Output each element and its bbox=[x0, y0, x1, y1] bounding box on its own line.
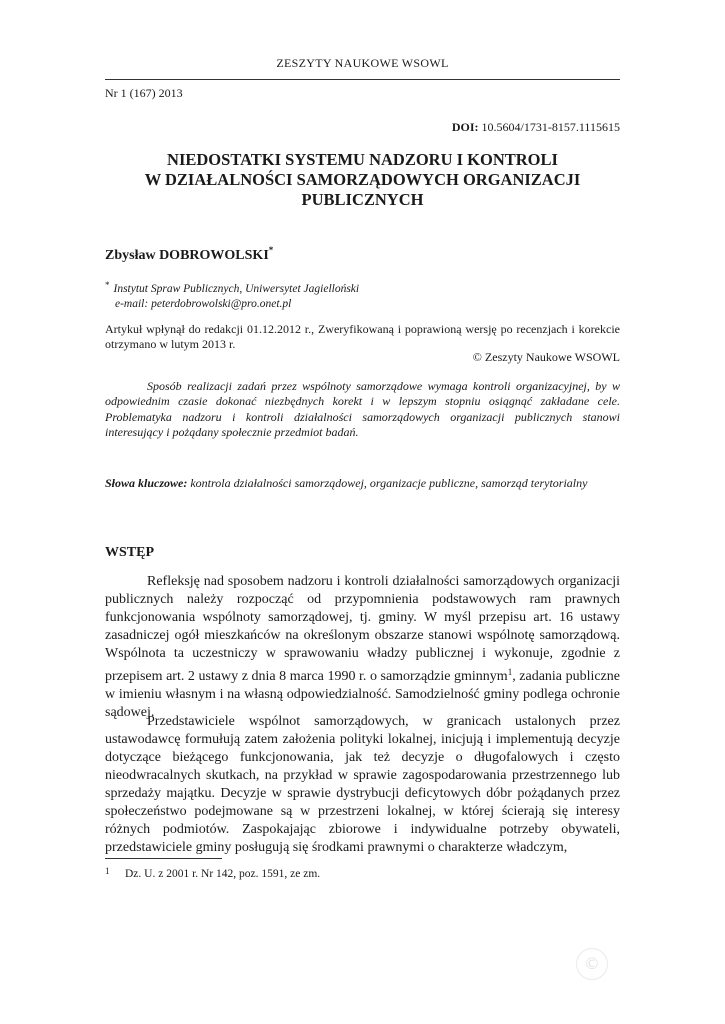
footnote bbox=[105, 866, 320, 880]
keywords-label: Słowa kluczowe: bbox=[105, 476, 188, 490]
article-title bbox=[105, 150, 620, 210]
title-line: W DZIAŁALNOŚCI SAMORZĄDOWYCH ORGANIZACJI bbox=[144, 170, 581, 189]
paragraph-text: , zadania publiczne w imieniu własnym i na własną odpowiedzialność. Samodzielność gminy podlega ochronie sądowej. bbox=[105, 669, 620, 720]
footnote-text: Dz. U. z 2001 r. Nr 142, poz. 1591, ze zm. bbox=[125, 868, 321, 880]
title-line: NIEDOSTATKI SYSTEMU NADZORU I KONTROLI bbox=[167, 150, 558, 169]
section-heading: WSTĘP bbox=[105, 545, 155, 560]
author-name: Zbysław DOBROWOLSKI bbox=[105, 248, 269, 263]
title-line: PUBLICZNYCH bbox=[301, 190, 424, 209]
paragraph-text: Refleksję nad sposobem nadzoru i kontroli działalności samorządowych organizacji publicznych należy rozpocząć od przypomnienia podstawowych ram prawnych funkcjonowania wspólnoty samorządowej, tj. gminy. W myśl przepisu art. 16 ustawy zasadniczej ogół mieszkańców na określonym obszarze stanowi wspólnotę samorządową. Wspólnota ta uczestniczy w sprawowaniu władzy publicznej i wykonuje, zgodnie z przepisem art. 2 ustawy z dnia 8 marca 1990 r. o samorządzie gminnym bbox=[105, 574, 620, 684]
affiliation bbox=[105, 278, 359, 312]
issue-number: Nr 1 (167) 2013 bbox=[105, 86, 183, 100]
journal-name: ZESZYTY NAUKOWE WSOWL bbox=[276, 56, 449, 70]
copyright-watermark-icon: © bbox=[576, 948, 608, 980]
keywords-text: kontrola działalności samorządowej, organizacje publiczne, samorząd terytorialny bbox=[187, 476, 588, 490]
copyright: © Zeszyty Naukowe WSOWL bbox=[472, 350, 620, 364]
footnote-reference[interactable]: 1 bbox=[507, 667, 513, 677]
author-footnote-mark: * bbox=[268, 245, 274, 255]
affiliation-mark: * bbox=[105, 280, 110, 290]
body-paragraph-2 bbox=[105, 713, 620, 857]
affiliation-institution: Instytut Spraw Publicznych, Uniwersytet Jagielloński bbox=[113, 283, 360, 295]
affiliation-email[interactable]: e-mail: peterdobrowolski@pro.onet.pl bbox=[115, 298, 292, 310]
doi-value[interactable]: 10.5604/1731-8157.1115615 bbox=[481, 120, 620, 134]
footnote-divider bbox=[105, 858, 222, 859]
body-paragraph-1 bbox=[105, 573, 620, 722]
keywords bbox=[105, 476, 620, 491]
header-divider bbox=[105, 79, 620, 80]
author bbox=[105, 245, 273, 264]
abstract: Sposób realizacji zadań przez wspólnoty samorządowe wymaga kontroli organizacyjnej, by w odpowiednim czasie dokonać niezbędnych korekt i w lepszym stopniu osiągnąć zakładane cele. Problematyka nadzoru i kontroli działalności samorządowych organizacji publicznych stanowi interesujący i pożądany społecznie przedmiot badań. bbox=[105, 379, 620, 439]
doi-label: DOI: bbox=[451, 120, 479, 134]
doi bbox=[452, 120, 620, 135]
received-note: Artykuł wpłynął do redakcji 01.12.2012 r., Zweryfikowaną i poprawioną wersję po recenzjach i korekcie otrzymano w lutym 2013 r. bbox=[105, 322, 620, 351]
footnote-number: 1 bbox=[105, 866, 110, 876]
paragraph-text: Przedstawiciele wspólnot samorządowych, w granicach ustalonych przez ustawodawcę formułują zatem założenia polityki lokalnej, inicjują i implementują decyzje dotyczące bieżącego funkcjonowania, jak też decyzje o długofalowych i często nieodwracalnych skutkach, na przykład w sprawie zagospodarowania przestrzennego lub sprzedaży majątku. Decyzje w sprawie dystrybucji deficytowych dóbr pożądanych przez społeczeństwo podejmowane są w przestrzeni lokalnej, w której ścierają się interesy różnych podmiotów. Zaspokajając zbiorowe i indywidualne potrzeby obywateli, przedstawiciele gminy posługują się środkami prawnymi o charakterze władczym, bbox=[105, 714, 620, 855]
